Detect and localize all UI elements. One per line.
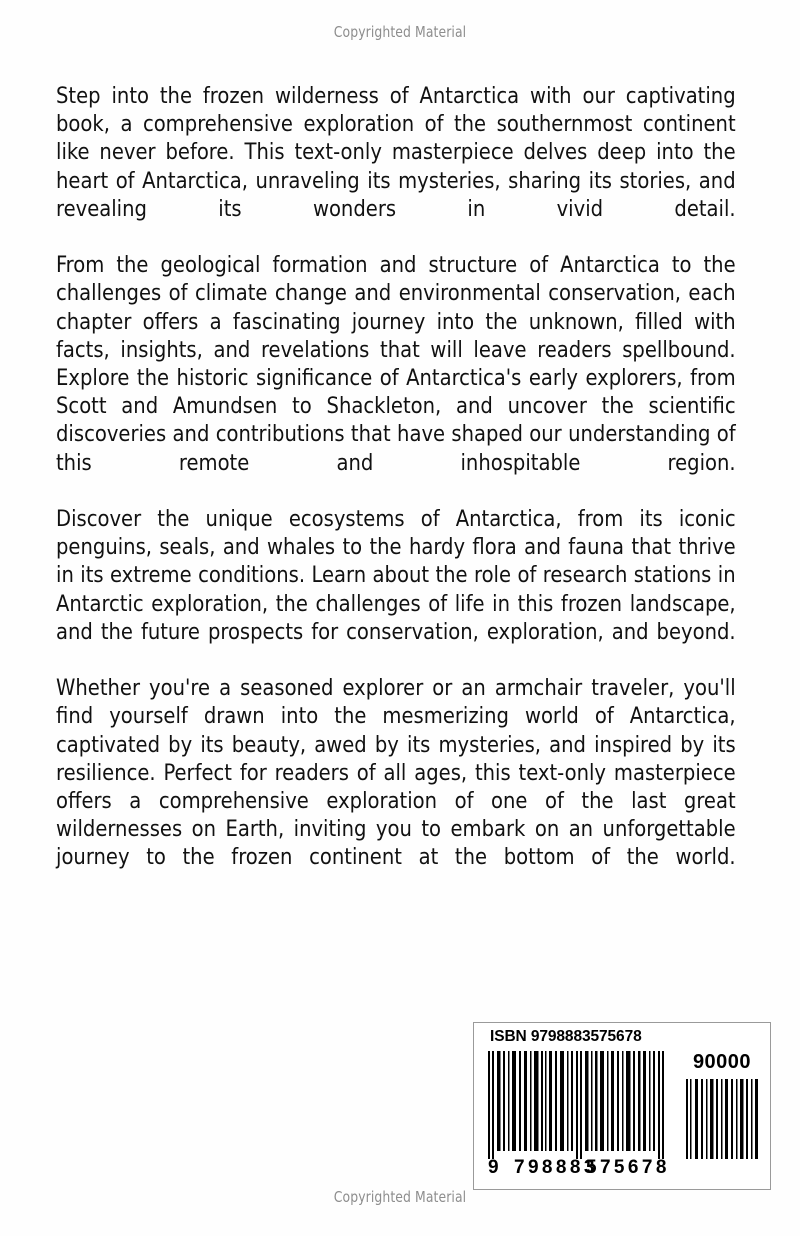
blurb-paragraph-1: Step into the frozen wilderness of Antarctica with our captivating book, a comprehensive exploration of the southernmost continent like never before. This text-only masterpiece delves deep into the heart of Antarctica, unraveling its mysteries, sharing its stories, and revealing its wonders in vivid detail. <box>56 83 736 222</box>
ean-right-digits: 575678 <box>586 1157 670 1178</box>
back-cover-blurb <box>56 82 746 900</box>
copyrighted-material-watermark-bottom: Copyrighted Material <box>333 1188 467 1206</box>
blurb-paragraph-3: Discover the unique ecosystems of Antarctica, from its iconic penguins, seals, and whales to the hardy flora and fauna that thrive in its extreme conditions. Learn about the role of research stations in Antarctic exploration, the challenges of life in this frozen landscape, and the future prospects for conservation, exploration, and beyond. <box>56 506 736 645</box>
ean5-addon-barcode-bars <box>686 1079 758 1159</box>
blurb-paragraph-4: Whether you're a seasoned explorer or an armchair traveler, you'll find yourself drawn into the mesmerizing world of Antarctica, captivated by its beauty, awed by its mysteries, and inspired by its resilience. Perfect for readers of all ages, this text-only masterpiece offers a comprehensive exploration of one of the last great wildernesses on Earth, inviting you to embark on an unforgettable journey to the frozen continent at the bottom of the world. <box>56 675 736 871</box>
ean13-human-readable-digits <box>488 1157 674 1179</box>
copyrighted-material-watermark-top: Copyrighted Material <box>333 23 467 41</box>
blurb-paragraph-2: From the geological formation and structure of Antarctica to the challenges of climate change and environmental conservation, each chapter offers a fascinating journey into the unknown, filled with facts, insights, and revelations that will leave readers spellbound. Explore the historic significance of Antarctica's early explorers, from Scott and Amundsen to Shackleton, and uncover the scientific discoveries and contributions that have shaped our understanding of this remote and inhospitable region. <box>56 252 736 476</box>
isbn-number-label: ISBN 9798883575678 <box>490 1028 642 1045</box>
price-code-label: 90000 <box>692 1051 752 1073</box>
ean-left-digits: 798883 <box>514 1157 598 1178</box>
ean-lead-digit: 9 <box>488 1157 499 1178</box>
isbn-barcode-block <box>473 1022 771 1190</box>
ean13-barcode-bars <box>488 1051 670 1159</box>
